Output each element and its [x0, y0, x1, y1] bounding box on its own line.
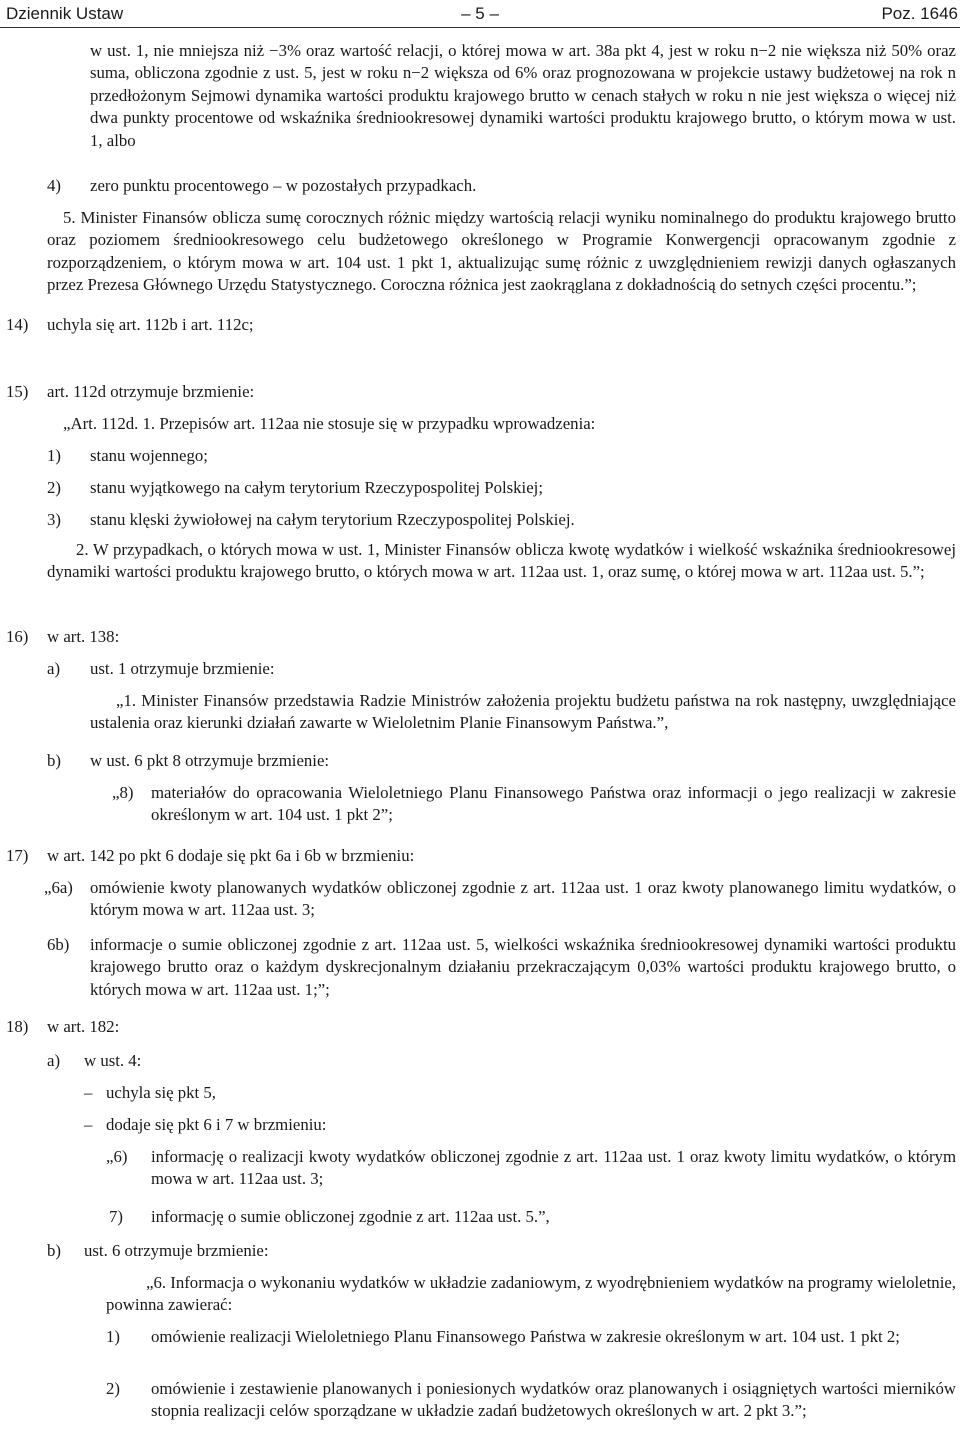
point-number: 6b) — [47, 935, 70, 954]
letter-text: w ust. 4: — [84, 1051, 142, 1070]
item-number: 14) — [6, 315, 29, 334]
point-number: „6a) — [44, 878, 73, 897]
letter-number: a) — [47, 1051, 61, 1070]
quoted-point-number: 1) — [106, 1327, 120, 1346]
point-number: 4) — [47, 176, 61, 195]
item-text: w art. 182: — [47, 1017, 120, 1036]
point-number: 1) — [47, 446, 61, 465]
quoted-ust-6-intro: „6. Informacja o wykonaniu wydatków w układzie zadaniowym, z wyodrębnieniem wydatków na programy wieloletnie, powinna zawierać: — [106, 1273, 956, 1315]
point-text: zero punktu procentowego – w pozostałych przypadkach. — [90, 176, 477, 195]
paragraph-ust-2: 2. W przypadkach, o których mowa w ust. 1, Minister Finansów oblicza kwotę wydatków i wielkość wskaźnika średniookresowej dynamiki wartości produktu krajowego brutto, o których mowa w art. 112aa ust. 1, oraz sumę, o której mowa w art. 112aa ust. 5.”; — [47, 540, 956, 582]
letter-number: a) — [47, 659, 61, 678]
header-rule — [0, 27, 960, 28]
item-text: art. 112d otrzymuje brzmienie: — [47, 382, 255, 401]
item-number: 18) — [6, 1017, 29, 1036]
item-number: 15) — [6, 382, 29, 401]
item-text: w art. 142 po pkt 6 dodaje się pkt 6a i 6b w brzmieniu: — [47, 846, 415, 865]
dash-marker: – — [84, 1083, 93, 1102]
quoted-point-number: 2) — [106, 1379, 120, 1398]
paragraph-ust-5: 5. Minister Finansów oblicza sumę corocznych różnic między wartością relacji wyniku nominalnego do produktu krajowego brutto oraz poziomem średniookresowego celu budżetowego określonego w Programie Konwergencji opracowanym zgodnie z rozporządzeniem, o którym mowa w art. 104 ust. 1 pkt 1, aktualizując sumę różnic z uwzględnieniem rewizji danych ogłaszanych przez Prezesa Głównego Urzędu Statystycznego. Coroczna różnica jest zaokrąglana z dokładnością do setnych części procentu.”; — [47, 208, 956, 295]
point-text: omówienie kwoty planowanych wydatków obliczonej zgodnie z art. 112aa ust. 1 oraz kwoty planowanego limitu wydatków, o którym mowa w art. 112aa ust. 3; — [90, 878, 956, 920]
page-header — [0, 0, 960, 30]
item-text: uchyla się art. 112b i art. 112c; — [47, 315, 254, 334]
position-number: Poz. 1646 — [881, 4, 958, 23]
letter-text: w ust. 6 pkt 8 otrzymuje brzmienie: — [90, 751, 330, 770]
item-number: 16) — [6, 627, 29, 646]
letter-text: ust. 6 otrzymuje brzmienie: — [84, 1241, 269, 1260]
quoted-point-text: omówienie realizacji Wieloletniego Planu Finansowego Państwa w zakresie określonym w art. 104 ust. 1 pkt 2; — [151, 1327, 900, 1346]
point-number: 2) — [47, 478, 61, 497]
item-number: 17) — [6, 846, 29, 865]
dash-text: dodaje się pkt 6 i 7 w brzmieniu: — [106, 1115, 327, 1134]
quoted-point-number: 7) — [109, 1207, 123, 1226]
dash-text: uchyla się pkt 5, — [106, 1083, 216, 1102]
quoted-point-number: „8) — [112, 783, 134, 802]
quoted-ust-1: „1. Minister Finansów przedstawia Radzie Ministrów założenia projektu budżetu państwa na rok następny, uwzględniające ustalenia oraz kierunki działań zawarte w Wieloletnim Planie Finansowym Państwa.”, — [90, 691, 956, 733]
point-text: stanu wyjątkowego na całym terytorium Rzeczypospolitej Polskiej; — [90, 478, 543, 497]
point-text: informacje o sumie obliczonej zgodnie z art. 112aa ust. 5, wielkości wskaźnika średniookresowej dynamiki wartości produktu krajowego brutto oraz o każdym dyskrecjonalnym działaniu przekraczającym 0,03% wartości produktu krajowego brutto, o których mowa w art. 112aa ust. 1;”; — [90, 935, 956, 999]
quoted-point-text: omówienie i zestawienie planowanych i poniesionych wydatków oraz planowanych i osiągniętych wartości mierników stopnia realizacji celów sporządzane w układzie zadań budżetowych określonych w art. 2 pkt 3.”; — [151, 1379, 956, 1421]
quoted-point-number: „6) — [106, 1147, 128, 1166]
page-number: – 5 – — [461, 4, 499, 23]
letter-number: b) — [47, 1241, 61, 1260]
item-text: w art. 138: — [47, 627, 120, 646]
quoted-point-text: informację o sumie obliczonej zgodnie z art. 112aa ust. 5.”, — [151, 1207, 550, 1226]
letter-text: ust. 1 otrzymuje brzmienie: — [90, 659, 275, 678]
point-text: stanu klęski żywiołowej na całym terytorium Rzeczypospolitej Polskiej. — [90, 510, 575, 529]
article-112d-intro: „Art. 112d. 1. Przepisów art. 112aa nie stosuje się w przypadku wprowadzenia: — [63, 414, 596, 433]
quoted-point-text: materiałów do opracowania Wieloletniego Planu Finansowego Państwa oraz informacji o jego realizacji w zakresie określonym w art. 104 ust. 1 pkt 2”; — [151, 783, 956, 825]
point-number: 3) — [47, 510, 61, 529]
point-text: stanu wojennego; — [90, 446, 208, 465]
journal-title: Dziennik Ustaw — [6, 4, 124, 23]
dash-marker: – — [84, 1115, 93, 1134]
letter-number: b) — [47, 751, 61, 770]
paragraph-continuation: w ust. 1, nie mniejsza niż −3% oraz wartość relacji, o której mowa w art. 38a pkt 4, jest w roku n−2 nie większa niż 50% oraz suma, obliczona zgodnie z ust. 5, jest w roku n−2 większa od 6% oraz prognozowana w projekcie ustawy budżetowej na rok n przedłożonym Sejmowi dynamika wartości produktu krajowego brutto w cenach stałych w roku n nie jest większa o więcej niż dwa punkty procentowe od wskaźnika średniookresowej dynamiki wartości produktu krajowego brutto, o którym mowa w ust. 1, albo — [90, 41, 956, 150]
quoted-point-text: informację o realizacji kwoty wydatków obliczonej zgodnie z art. 112aa ust. 1 oraz kwoty limitu wydatków, o którym mowa w art. 112aa ust. 3; — [151, 1147, 956, 1189]
